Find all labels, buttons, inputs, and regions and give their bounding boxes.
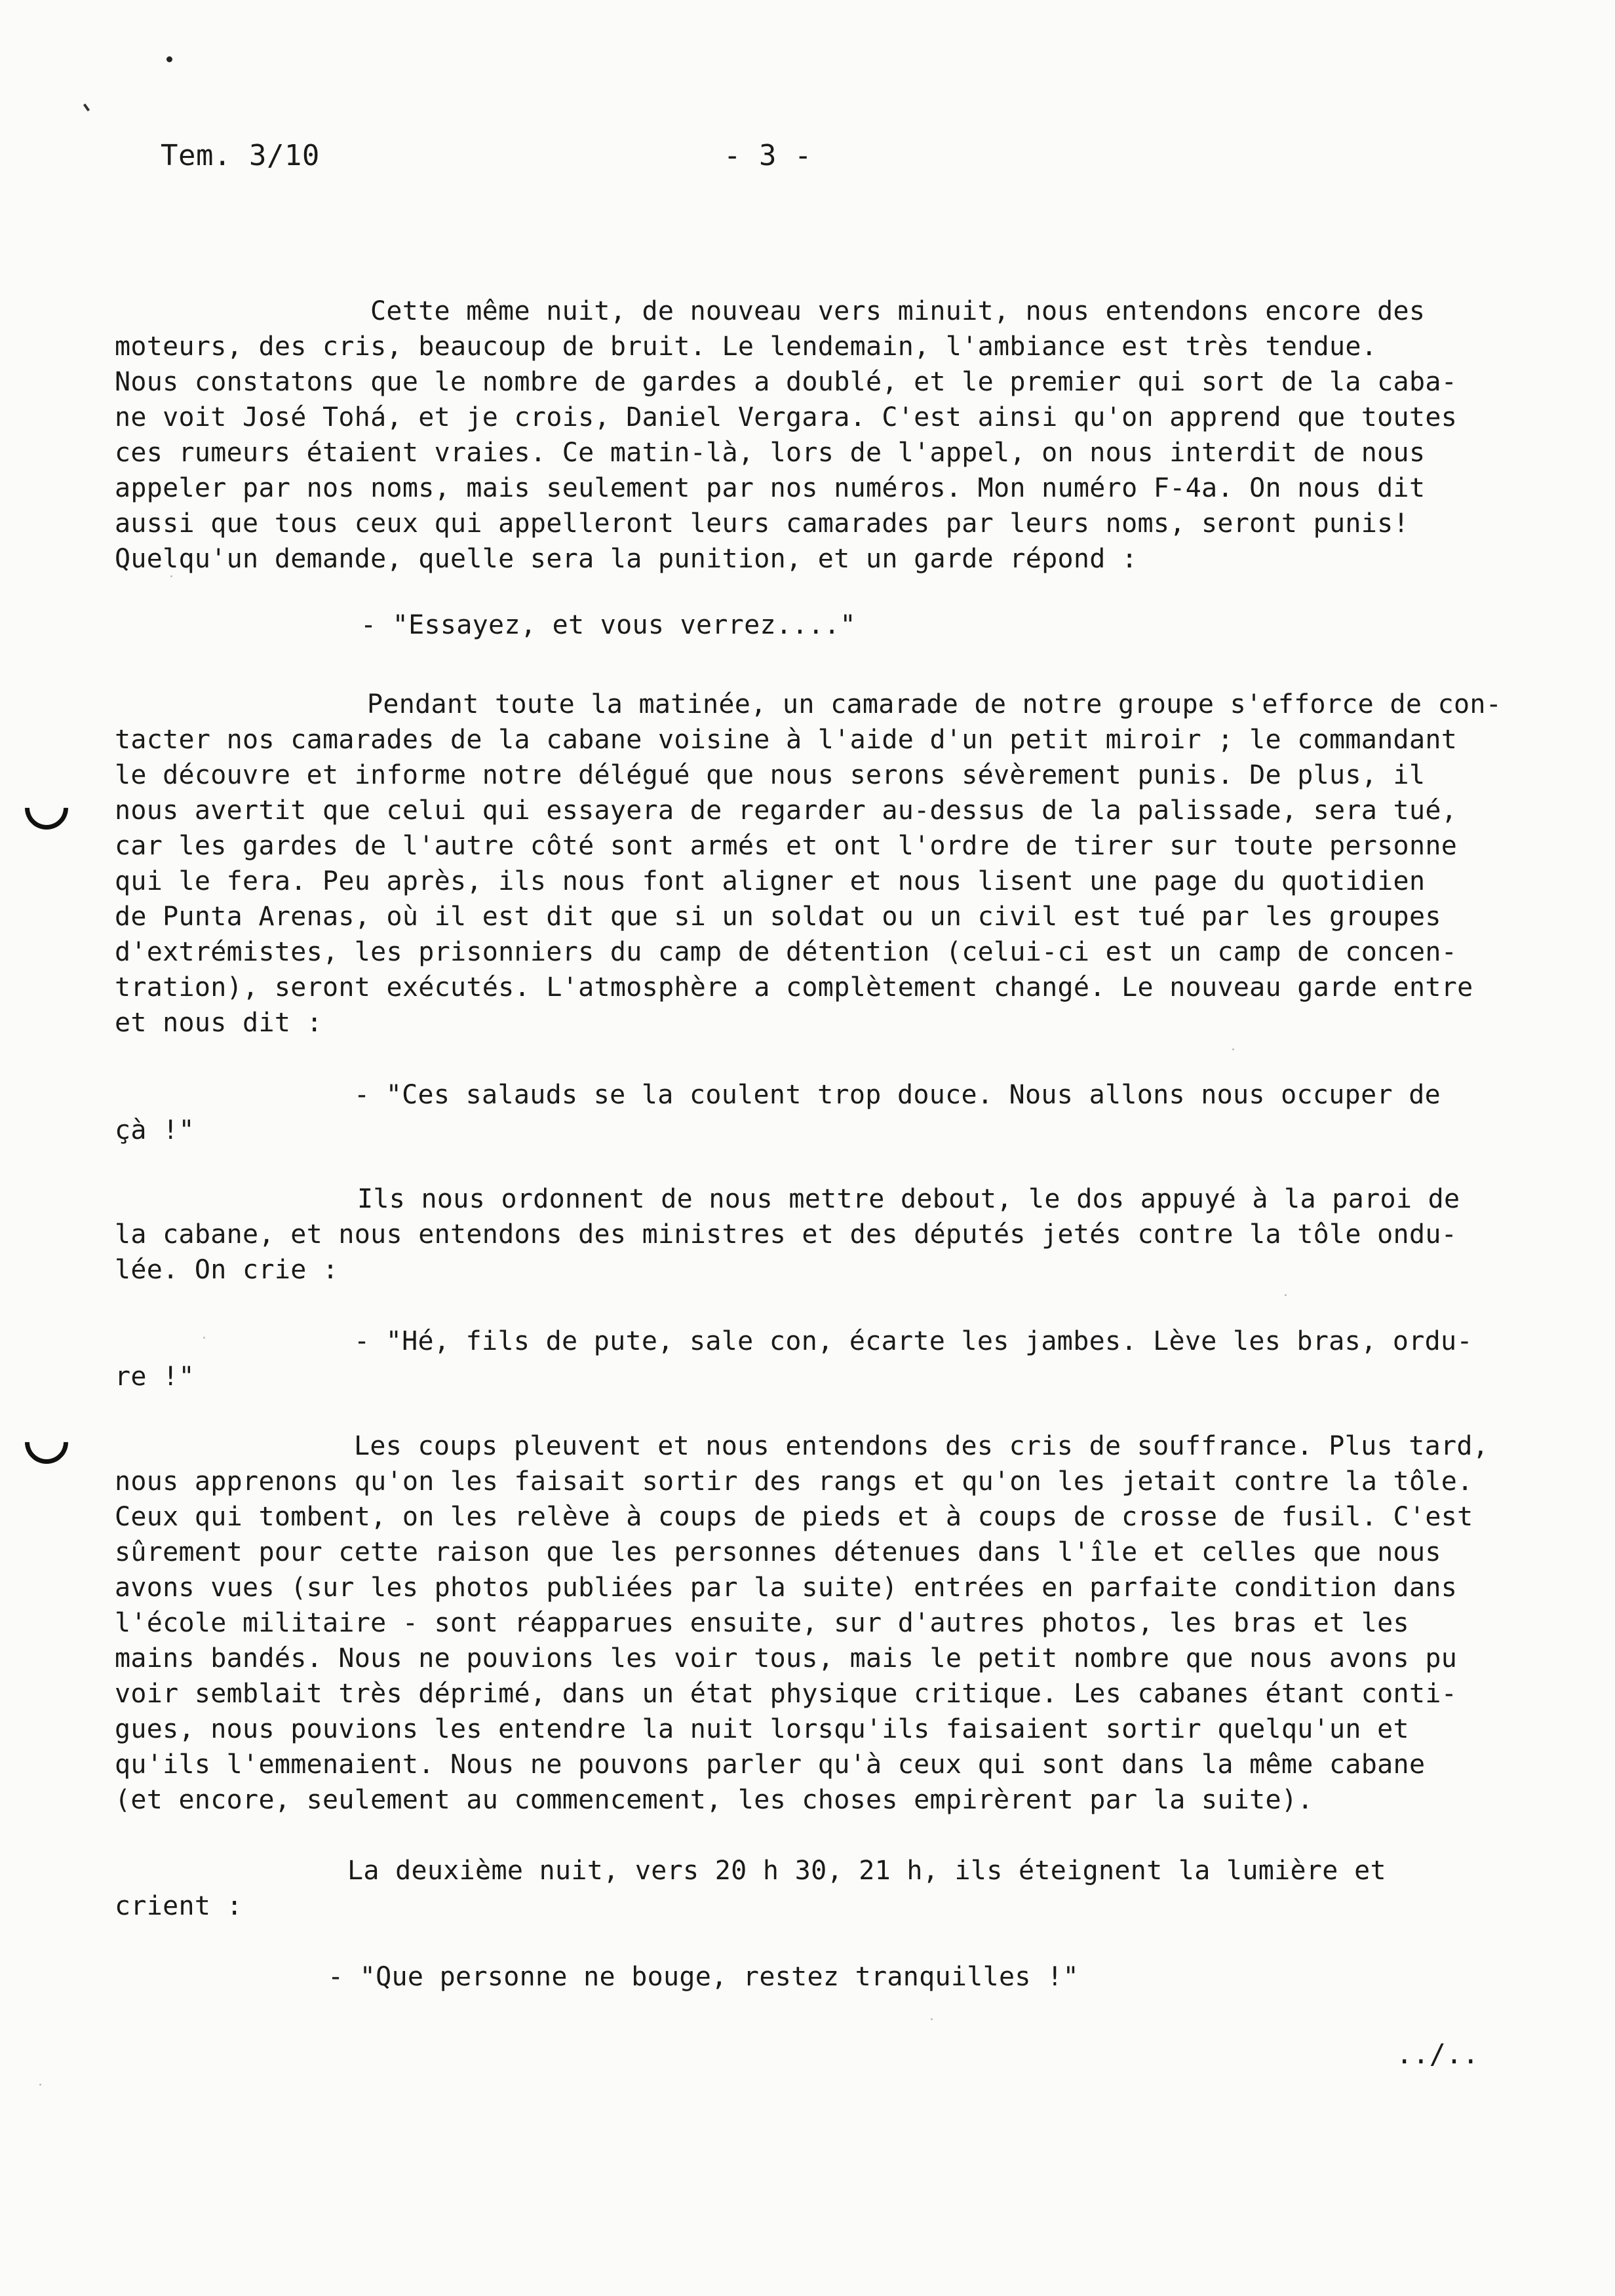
scan-speck <box>1285 1294 1287 1296</box>
punch-hole-mark-top <box>16 777 77 838</box>
text-line: qui le fera. Peu après, ils nous font aligner et nous lisent une page du quotidien <box>115 866 1426 896</box>
text-line: car les gardes de l'autre côté sont armés et ont l'ordre de tirer sur toute personne <box>115 831 1458 861</box>
text-line: le découvre et informe notre délégué que nous serons sévèrement punis. De plus, il <box>115 760 1426 790</box>
text-line: voir semblait très déprimé, dans un état physique critique. Les cabanes étant conti- <box>115 1679 1458 1709</box>
text-line: (et encore, seulement au commencement, les choses empirèrent par la suite). <box>115 1785 1313 1815</box>
text-line: ne voit José Tohá, et je crois, Daniel Vergara. C'est ainsi qu'on apprend que toutes <box>115 402 1458 432</box>
text-line: la cabane, et nous entendons des ministres et des députés jetés contre la tôle ondu- <box>115 1219 1458 1250</box>
text-line: lée. On crie : <box>115 1255 339 1285</box>
scan-speck <box>203 1337 205 1339</box>
page-number: - 3 - <box>724 139 812 172</box>
text-line: nous avertit que celui qui essayera de regarder au-dessus de la palissade, sera tué, <box>115 795 1458 826</box>
text-line: Pendant toute la matinée, un camarade de notre groupe s'efforce de con- <box>367 689 1502 719</box>
text-line: tacter nos camarades de la cabane voisine à l'aide d'un petit miroir ; le commandant <box>115 725 1458 755</box>
text-line: mains bandés. Nous ne pouvions les voir tous, mais le petit nombre que nous avons pu <box>115 1643 1458 1674</box>
text-line: aussi que tous ceux qui appelleront leurs camarades par leurs noms, seront punis! <box>115 508 1409 539</box>
text-line: avons vues (sur les photos publiées par la suite) entrées en parfaite condition dans <box>115 1573 1458 1603</box>
quote-line: - "Essayez, et vous verrez...." <box>360 610 856 640</box>
text-line: Ils nous ordonnent de nous mettre debout, le dos appuyé à la paroi de <box>357 1184 1460 1214</box>
ink-dot <box>166 56 172 62</box>
text-line: nous apprenons qu'on les faisait sortir des rangs et qu'on les jetait contre la tôle. <box>115 1466 1473 1497</box>
text-line: moteurs, des cris, beaucoup de bruit. Le lendemain, l'ambiance est très tendue. <box>115 332 1378 362</box>
text-line: d'extrémistes, les prisonniers du camp de détention (celui-ci est un camp de concen- <box>115 937 1458 967</box>
text-line: gues, nous pouvions les entendre la nuit lorsqu'ils faisaient sortir quelqu'un et <box>115 1714 1409 1744</box>
text-line: Cette même nuit, de nouveau vers minuit, nous entendons encore des <box>370 296 1426 326</box>
text-line: qu'ils l'emmenaient. Nous ne pouvons parler qu'à ceux qui sont dans la même cabane <box>115 1750 1426 1780</box>
text-line: appeler par nos noms, mais seulement par nos numéros. Mon numéro F-4a. On nous dit <box>115 473 1426 503</box>
scan-speck <box>39 2084 41 2086</box>
scan-speck <box>170 575 172 577</box>
text-line: Ceux qui tombent, on les relève à coups de pieds et à coups de crosse de fusil. C'est <box>115 1502 1473 1532</box>
text-line: Nous constatons que le nombre de gardes a doublé, et le premier qui sort de la caba- <box>115 367 1458 397</box>
quote-line: - "Ces salauds se la coulent trop douce. Nous allons nous occuper de <box>354 1080 1441 1110</box>
text-line: crient : <box>115 1891 243 1921</box>
text-line: Les coups pleuvent et nous entendons des cris de souffrance. Plus tard, <box>354 1431 1489 1461</box>
quote-line: çà !" <box>115 1115 195 1145</box>
document-reference: Tem. 3/10 <box>161 139 320 172</box>
text-line: de Punta Arenas, où il est dit que si un soldat ou un civil est tué par les groupes <box>115 902 1441 932</box>
punch-hole-mark-bottom <box>16 1411 77 1472</box>
text-line: La deuxième nuit, vers 20 h 30, 21 h, ils éteignent la lumière et <box>347 1856 1386 1886</box>
quote-line: - "Hé, fils de pute, sale con, écarte les jambes. Lève les bras, ordu- <box>354 1326 1473 1356</box>
continuation-mark: ../.. <box>1396 2038 1479 2070</box>
scan-speck <box>1232 1048 1234 1050</box>
text-line: tration), seront exécutés. L'atmosphère a complètement changé. Le nouveau garde entre <box>115 972 1473 1003</box>
ink-tick <box>83 104 90 111</box>
quote-line: re !" <box>115 1362 195 1392</box>
text-line: Quelqu'un demande, quelle sera la punition, et un garde répond : <box>115 544 1138 574</box>
text-line: et nous dit : <box>115 1008 322 1038</box>
scan-speck <box>931 2018 933 2020</box>
text-line: sûrement pour cette raison que les personnes détenues dans l'île et celles que nous <box>115 1537 1441 1567</box>
quote-line: - "Que personne ne bouge, restez tranquilles !" <box>328 1962 1079 1992</box>
text-line: l'école militaire - sont réapparues ensuite, sur d'autres photos, les bras et les <box>115 1608 1409 1638</box>
text-line: ces rumeurs étaient vraies. Ce matin-là, lors de l'appel, on nous interdit de nous <box>115 438 1426 468</box>
